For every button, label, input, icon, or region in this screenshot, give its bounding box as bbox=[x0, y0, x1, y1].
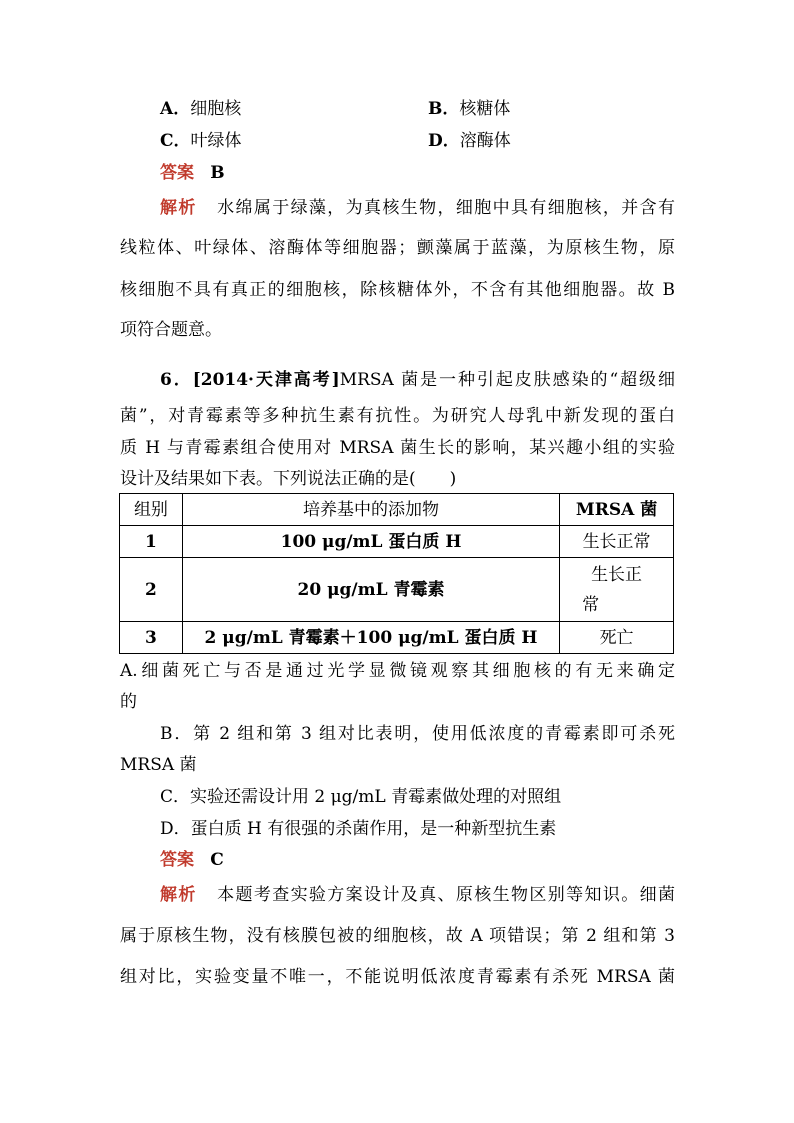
q6-answer bbox=[160, 848, 224, 872]
q6-option-b-line-1: B．第 2 组和第 3 组对比表明，使用低浓度的青霉素即可杀死 bbox=[160, 724, 675, 744]
analysis-label: 解析 bbox=[160, 198, 197, 218]
table-header-row bbox=[120, 494, 674, 526]
q5-analysis-line-3: 核细胞不具有真正的细胞核，除核糖体外，不含有其他细胞器。故 B bbox=[120, 280, 675, 300]
q5-analysis-line-2: 线粒体、叶绿体、溶酶体等细胞器；颤藻属于蓝藻，为原核生物，原 bbox=[120, 238, 675, 258]
q6-option-b-line-2: MRSA 菌 bbox=[120, 755, 197, 775]
table-row bbox=[120, 526, 674, 558]
table-cell-result: 生长正常 bbox=[560, 526, 674, 558]
q5-answer bbox=[160, 161, 225, 185]
analysis-label: 解析 bbox=[160, 885, 197, 905]
answer-label: 答案 bbox=[160, 850, 194, 870]
answer-value: C bbox=[210, 850, 224, 870]
q5-analysis-line-4: 项符合题意。 bbox=[120, 320, 222, 340]
table-cell-result: 死亡 bbox=[560, 622, 674, 654]
table-row bbox=[120, 558, 674, 622]
q6-stem-line-4: 设计及结果如下表。下列说法正确的是( ) bbox=[120, 469, 457, 489]
question-source: [2014·天津高考] bbox=[192, 370, 340, 390]
q6-stem-line-1: 6．[2014·天津高考]MRSA 菌是一种引起皮肤感染的“超级细 bbox=[160, 370, 675, 390]
answer-label: 答案 bbox=[160, 163, 194, 183]
q6-option-d: D．蛋白质 H 有很强的杀菌作用，是一种新型抗生素 bbox=[160, 819, 557, 839]
q6-option-c: C．实验还需设计用 2 μg/mL 青霉素做处理的对照组 bbox=[160, 787, 562, 807]
table-cell-group: 1 bbox=[120, 526, 183, 558]
table-cell-group: 3 bbox=[120, 622, 183, 654]
experiment-table bbox=[119, 493, 674, 654]
table-cell-group: 2 bbox=[120, 558, 183, 622]
q6-stem-line-3: 质 H 与青霉素组合使用对 MRSA 菌生长的影响，某兴趣小组的实验 bbox=[120, 438, 675, 458]
q6-stem-line-2: 菌”，对青霉素等多种抗生素有抗性。为研究人母乳中新发现的蛋白 bbox=[120, 406, 675, 426]
table-header-mrsa: MRSA 菌 bbox=[560, 494, 674, 526]
question-number: 6． bbox=[160, 370, 193, 390]
table-cell-additive: 20 μg/mL 青霉素 bbox=[182, 558, 559, 622]
q5-option-a: A．细胞核 bbox=[160, 99, 242, 119]
table-cell-result: 生长正 常 bbox=[560, 558, 674, 622]
q6-option-a-line-1: A.细菌死亡与否是通过光学显微镜观察其细胞核的有无来确定 bbox=[120, 661, 675, 681]
table-cell-additive: 2 μg/mL 青霉素＋100 μg/mL 蛋白质 H bbox=[182, 622, 559, 654]
table-cell-additive: 100 μg/mL 蛋白质 H bbox=[182, 526, 559, 558]
q5-option-b: B．核糖体 bbox=[428, 99, 511, 119]
q6-analysis-line-2: 属于原核生物，没有核膜包被的细胞核，故 A 项错误；第 2 组和第 3 bbox=[120, 926, 675, 946]
table-row bbox=[120, 622, 674, 654]
answer-value: B bbox=[210, 163, 225, 183]
table-header-group: 组别 bbox=[120, 494, 183, 526]
q6-option-a-line-2: 的 bbox=[120, 692, 137, 712]
table-header-additive: 培养基中的添加物 bbox=[182, 494, 559, 526]
q5-option-d: D．溶酶体 bbox=[428, 131, 511, 151]
q5-analysis-line-1: 解析 水绵属于绿藻，为真核生物，细胞中具有细胞核，并含有 bbox=[160, 198, 675, 218]
q5-option-c: C．叶绿体 bbox=[160, 131, 242, 151]
q6-analysis-line-1: 解析 本题考查实验方案设计及真、原核生物区别等知识。细菌 bbox=[160, 885, 675, 905]
q6-analysis-line-3: 组对比，实验变量不唯一，不能说明低浓度青霉素有杀死 MRSA 菌 bbox=[120, 967, 675, 987]
